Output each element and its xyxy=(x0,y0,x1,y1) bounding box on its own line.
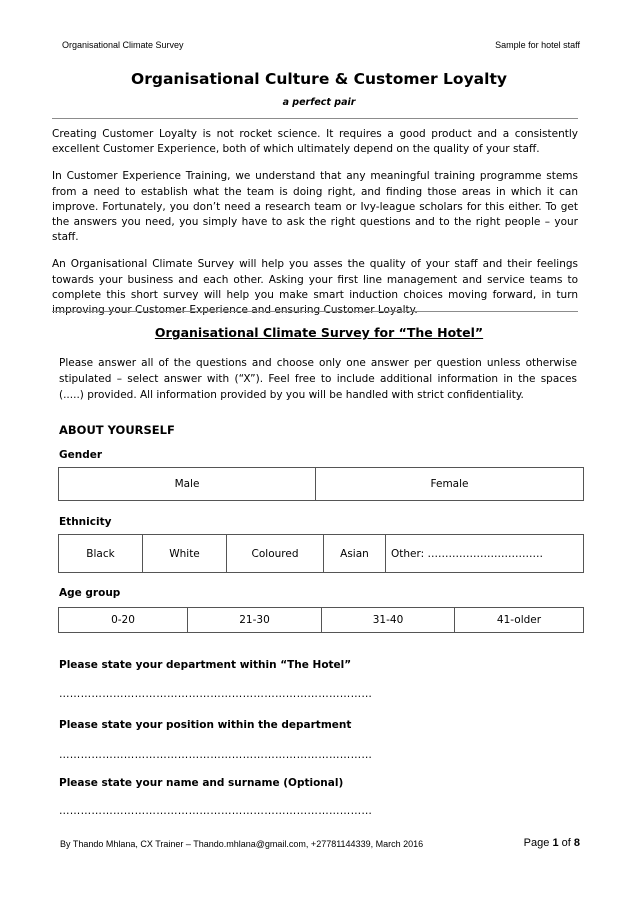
position-answer-field[interactable]: …………………………………………………………………………… xyxy=(59,749,373,761)
page-current: 1 xyxy=(552,837,559,849)
position-label: Please state your position within the department xyxy=(59,719,352,731)
gender-option-male[interactable]: Male xyxy=(59,468,316,501)
section-title-about-yourself: ABOUT YOURSELF xyxy=(59,423,175,437)
intro-paragraph: Creating Customer Loyalty is not rocket science. It requires a good product and a consistently excellent Customer Experience, both of which ultimately depend on the quality of your staff. xyxy=(52,128,578,156)
age-option-21-30[interactable]: 21-30 xyxy=(188,608,322,633)
gender-options xyxy=(58,467,584,501)
page-of: of xyxy=(561,837,571,849)
intro-paragraph: In Customer Experience Training, we understand that any meaningful training programme stems from a need to establish what the team is doing right, and finding those areas in which it can improve. Fortunately, you don’t need a research team or Ivy-league scholars for this either. To get the answers you need, you simply have to ask the right questions and to the right people – your staff. xyxy=(52,170,578,244)
age-option-41-older[interactable]: 41-older xyxy=(455,608,584,633)
footer-credit: By Thando Mhlana, CX Trainer – Thando.mhlana@gmail.com, +27781144339, March 2016 xyxy=(60,839,424,849)
intro-paragraph: An Organisational Climate Survey will help you asses the quality of your staff and their feelings towards your business and each other. Asking your first line management and service teams to complete this short survey will help you make smart induction choices moving forward, in turn xyxy=(52,258,578,301)
ethnicity-option-other[interactable]: Other: …………………………… xyxy=(386,535,584,573)
ethnicity-option-white[interactable]: White xyxy=(143,535,227,573)
age-group-options xyxy=(58,607,584,633)
page-word: Page xyxy=(523,837,550,849)
name-answer-field[interactable]: …………………………………………………………………………… xyxy=(59,805,373,817)
name-label: Please state your name and surname (Optional) xyxy=(59,777,344,789)
intro-text xyxy=(52,127,578,330)
ethnicity-options xyxy=(58,534,584,573)
survey-instructions: Please answer all of the questions and choose only one answer per question unless otherwise stipulated – select answer with (“X”). Feel free to include additional information in the spaces (.....) provided. All information provided by you will be handled with strict confidentiality. xyxy=(59,357,577,401)
page-number xyxy=(524,837,580,849)
survey-title: Organisational Climate Survey for “The Hotel” xyxy=(154,325,484,340)
department-answer-field[interactable]: …………………………………………………………………………… xyxy=(59,688,373,700)
gender-option-female[interactable]: Female xyxy=(316,468,584,501)
age-option-31-40[interactable]: 31-40 xyxy=(322,608,455,633)
top-divider xyxy=(52,118,578,119)
age-option-0-20[interactable]: 0-20 xyxy=(59,608,188,633)
running-header-right: Sample for hotel staff xyxy=(495,40,580,50)
ethnicity-label: Ethnicity xyxy=(59,516,112,528)
department-label: Please state your department within “The Hotel” xyxy=(59,659,352,671)
ethnicity-option-coloured[interactable]: Coloured xyxy=(227,535,324,573)
document-title: Organisational Culture & Customer Loyalty xyxy=(131,70,507,88)
gender-label: Gender xyxy=(59,449,103,461)
page-total: 8 xyxy=(573,837,580,849)
intro-divider xyxy=(52,311,578,312)
ethnicity-option-asian[interactable]: Asian xyxy=(324,535,386,573)
ethnicity-option-black[interactable]: Black xyxy=(59,535,143,573)
document-subtitle: a perfect pair xyxy=(282,97,356,108)
running-header-left: Organisational Climate Survey xyxy=(62,40,184,50)
age-group-label: Age group xyxy=(59,587,121,599)
